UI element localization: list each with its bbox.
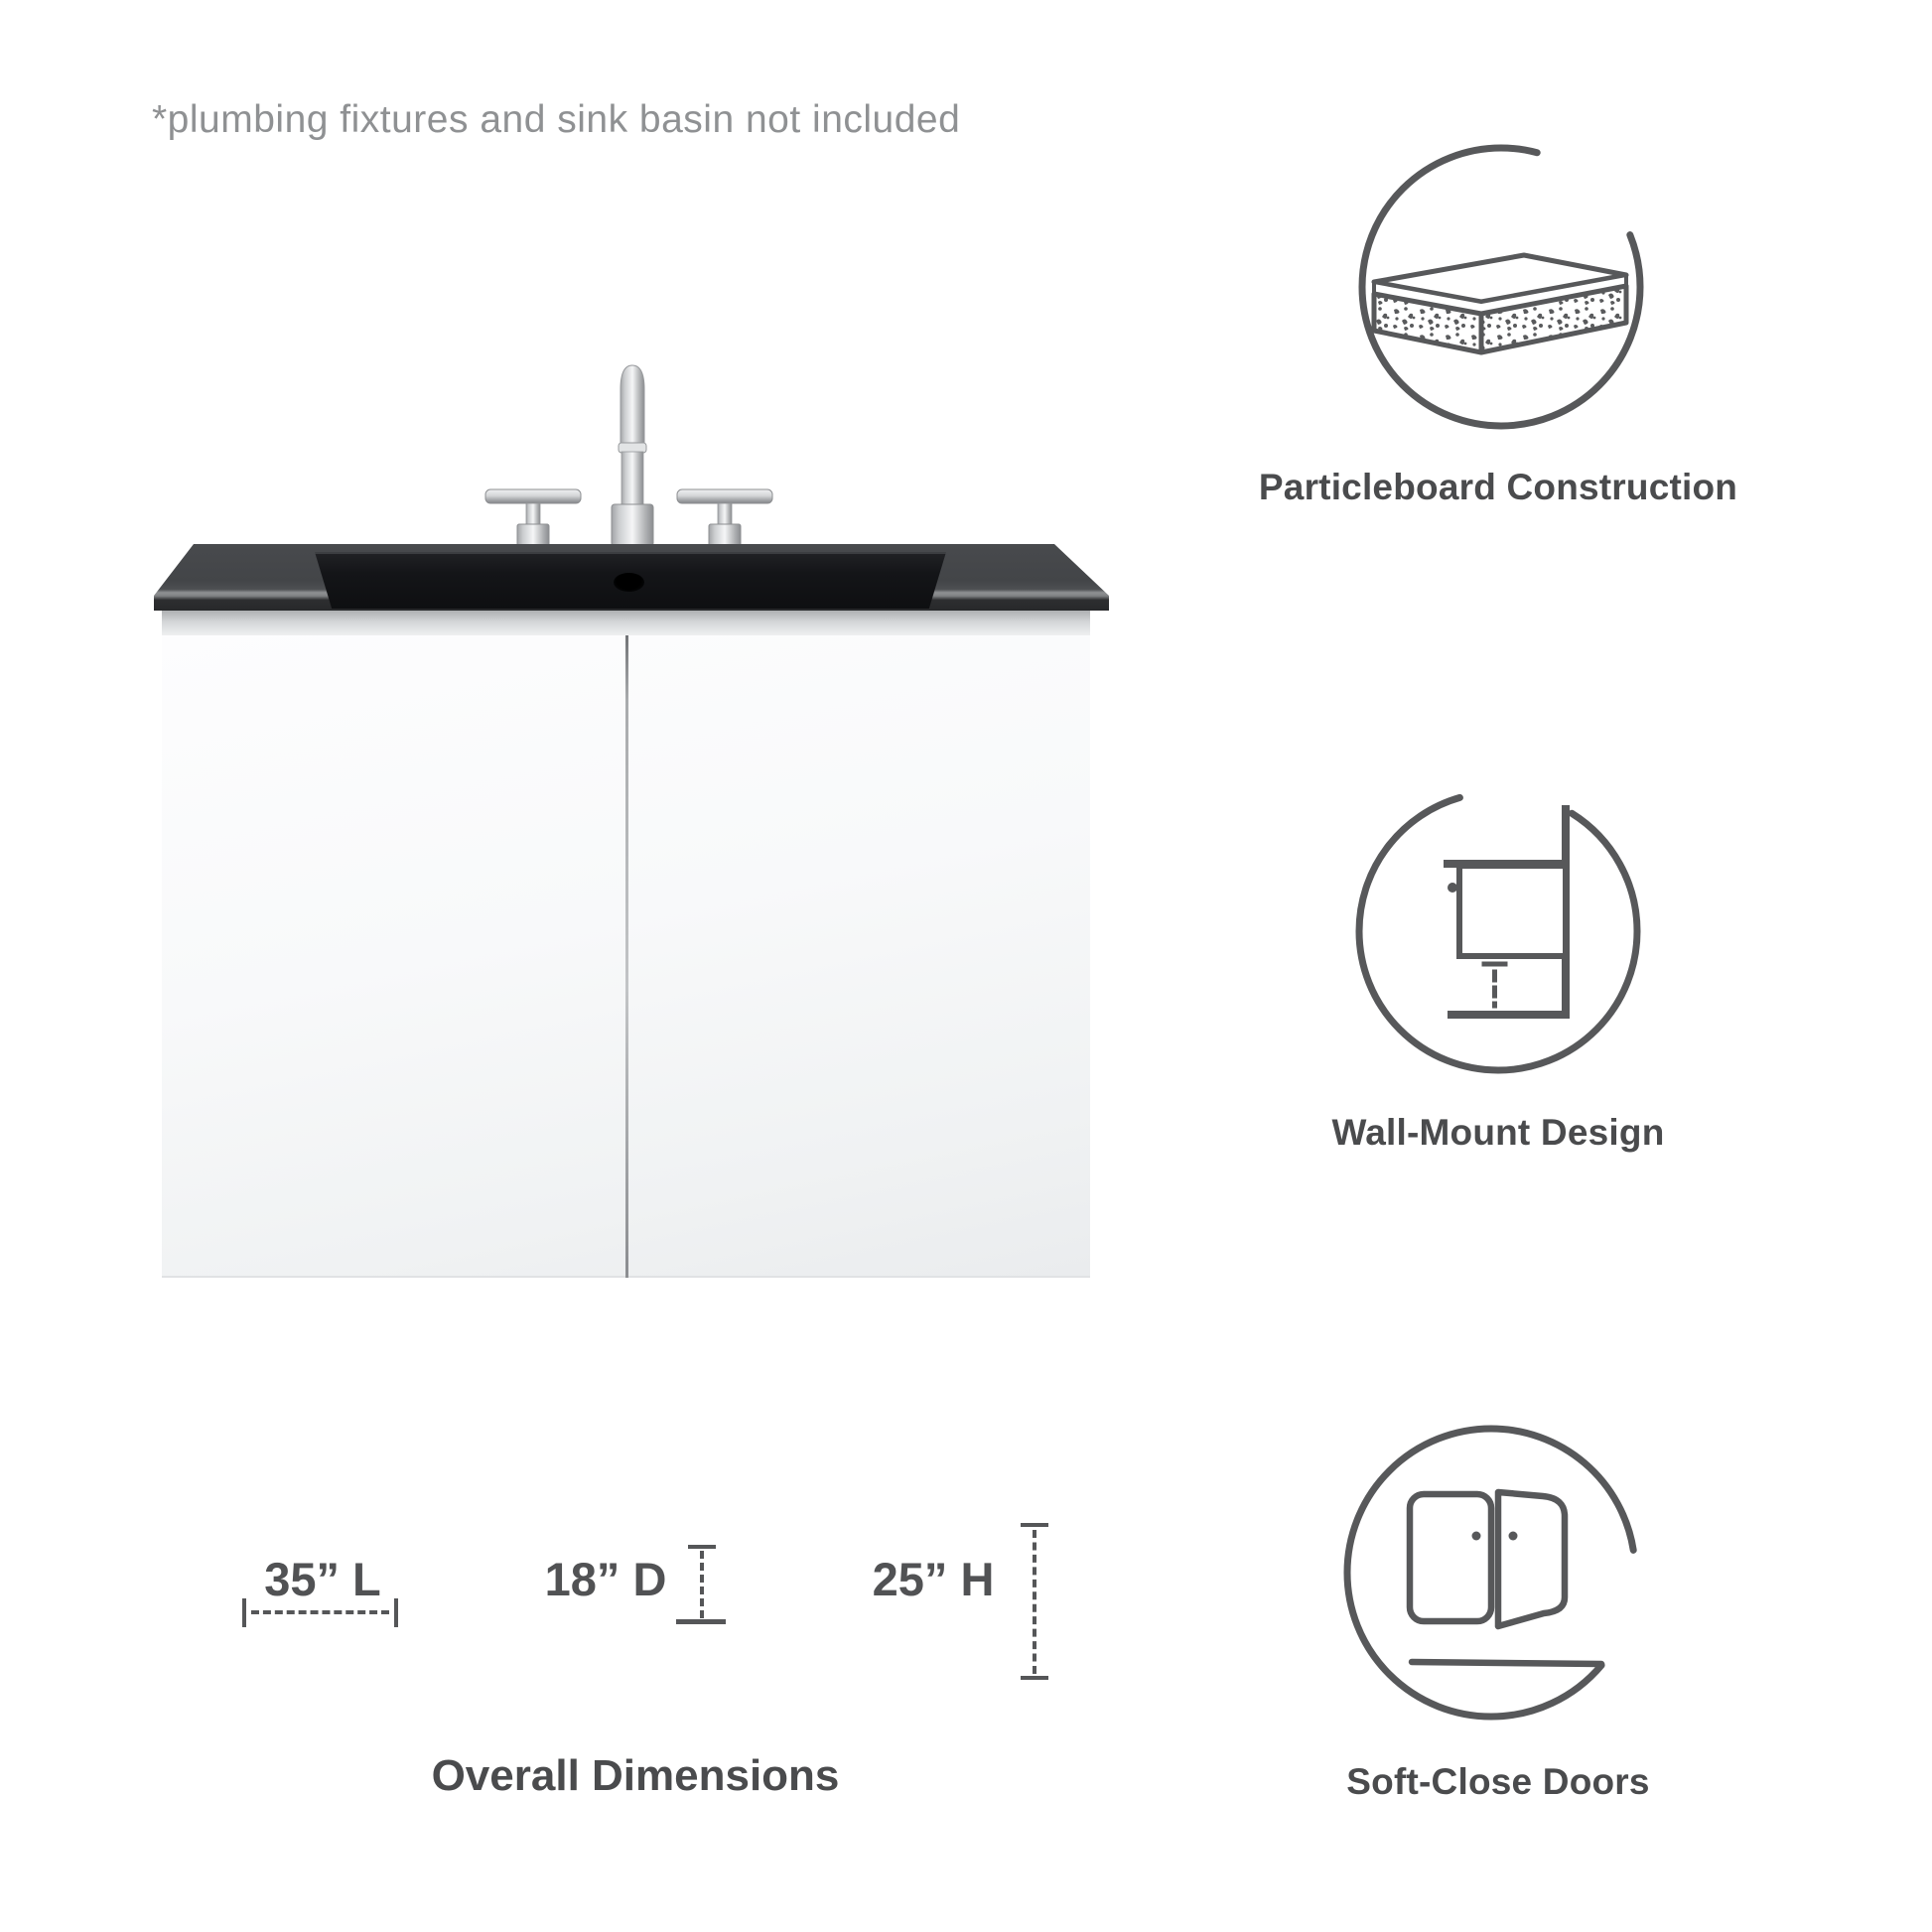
dimension-depth: 18” D	[544, 1553, 667, 1605]
disclaimer-text: *plumbing fixtures and sink basin not included	[152, 98, 961, 141]
dimension-height: 25” H	[872, 1553, 995, 1605]
dimension-length: 35” L	[264, 1553, 381, 1605]
feature-label-wall-mount: Wall-Mount Design	[1331, 1112, 1665, 1153]
door-seam	[625, 635, 628, 1278]
dimensions-caption: Overall Dimensions	[431, 1751, 840, 1800]
soft-close-doors-icon	[1329, 1411, 1657, 1738]
overflow-hole	[614, 573, 644, 592]
feature-label-soft-close: Soft-Close Doors	[1346, 1761, 1650, 1802]
particleboard-icon	[1339, 125, 1663, 449]
length-measure-line	[242, 1598, 398, 1627]
feature-label-particleboard: Particleboard Construction	[1258, 467, 1738, 507]
vanity-cabinet	[162, 611, 1090, 1278]
wall-mount-icon	[1336, 769, 1660, 1093]
faucet-spout	[596, 365, 669, 557]
faucet	[417, 355, 854, 564]
cabinet-recess	[162, 611, 1090, 635]
